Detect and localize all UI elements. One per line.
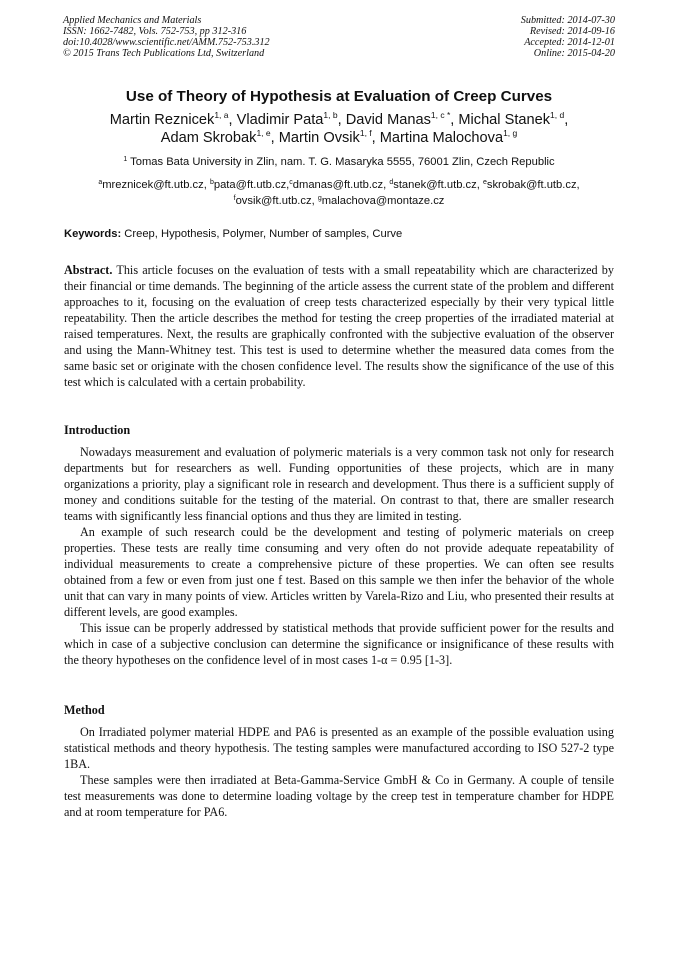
author-affil: 1, g bbox=[503, 128, 518, 138]
author-affil: 1, f bbox=[359, 128, 372, 138]
email[interactable]: skrobak@ft.utb.cz, bbox=[486, 179, 580, 191]
introduction-heading: Introduction bbox=[64, 423, 131, 437]
author-emails bbox=[56, 177, 622, 209]
copyright-line: © 2015 Trans Tech Publications Ltd, Switzerland bbox=[63, 48, 265, 59]
journal-info bbox=[63, 15, 270, 59]
affiliation-number: 1 bbox=[123, 156, 128, 163]
journal-name: Applied Mechanics and Materials bbox=[63, 15, 202, 26]
email-marker: b bbox=[209, 179, 214, 186]
email-marker: f bbox=[233, 195, 236, 202]
author-name: Martina Malochova bbox=[379, 130, 504, 146]
email-marker: d bbox=[389, 179, 394, 186]
email-marker: g bbox=[317, 195, 322, 202]
keywords-label: Keywords: bbox=[64, 228, 122, 240]
keywords bbox=[64, 228, 402, 240]
author-affil: 1, d bbox=[550, 110, 565, 120]
email[interactable]: mreznicek@ft.utb.cz, bbox=[102, 179, 210, 191]
method-heading: Method bbox=[64, 703, 105, 717]
author-name: Michal Stanek bbox=[458, 112, 551, 128]
author-affil: 1, a bbox=[214, 110, 229, 120]
affiliation bbox=[0, 156, 678, 168]
paper-title: Use of Theory of Hypothesis at Evaluation of Creep Curves bbox=[125, 88, 553, 105]
accepted-date: Accepted: 2014-12-01 bbox=[524, 37, 615, 48]
email[interactable]: dmanas@ft.utb.cz, bbox=[292, 179, 390, 191]
abstract bbox=[64, 262, 614, 390]
author-name: Martin Reznicek bbox=[109, 112, 215, 128]
abstract-text: This article focuses on the evaluation of tests with a small repeatability which are characterized by their financial or time demands. The beginning of the article assess the current state of the problem and different approaches to it, focusing on the evaluation of creep tests characterized especially by their very typical little repeatability. Then the article describes the method for testing the creep properties of the irradiated material at raised temperatures. Next, the results are graphically confronted with the subjective evaluation of the observer and using the Mann-Whitney test. This test is used to determine whether the measured data comes from the same basic set or originate with the chosen confidence level. The results show the significance of the use of this test which is calculated with a certain probability. bbox=[64, 263, 614, 389]
email-marker: e bbox=[482, 179, 487, 186]
doi-line: doi:10.4028/www.scientific.net/AMM.752-753.312 bbox=[63, 37, 270, 48]
author-affil: 1, e bbox=[256, 128, 271, 138]
email-marker: c bbox=[289, 179, 293, 186]
author-name: Adam Skrobak bbox=[160, 130, 257, 146]
author-affil: 1, b bbox=[323, 110, 338, 120]
email[interactable]: malachova@montaze.cz bbox=[321, 195, 445, 207]
author-name: Vladimir Pata bbox=[236, 112, 324, 128]
abstract-label: Abstract. bbox=[64, 263, 113, 277]
paragraph: This issue can be properly addressed by statistical methods that provide sufficient power for the results and which in case of a subjective conclusion can determine the significance or insignificance of these results with the theory hypotheses on the confidence level of in most cases 1-α = 0.95 [1-3]. bbox=[64, 621, 614, 667]
submission-dates bbox=[521, 15, 615, 59]
keywords-text: Creep, Hypothesis, Polymer, Number of samples, Curve bbox=[121, 228, 403, 240]
paragraph: Nowadays measurement and evaluation of polymeric materials is a very common task not only for research departments but for researchers as well. Funding opportunities of these projects, which are in many organizations a priority, play a significant role in research and development. Thus there is a sufficient supply of money and conditions suitable for the testing of the material. On contrast to that, there are smaller research teams with significantly less financial options and thus they are limited in testing. bbox=[64, 445, 614, 523]
introduction-section bbox=[64, 444, 614, 668]
email[interactable]: stanek@ft.utb.cz, bbox=[393, 179, 483, 191]
author-list: Martin Reznicek$^{1, a}$, Vladimir Pata$^{1, b}$, David Manas$^{1, c *}$, Michal Stanek$^{1, d}$, Adam Skrobak$^{1, e}$, Martin Ovsik$^{1, f}$, Martina Malochova$^{1, g}$ bbox=[109, 110, 569, 146]
paragraph: On Irradiated polymer material HDPE and PA6 is presented as an example of the possible evaluation using statistical methods and theory hypothesis. The testing samples were manufactured according to ISO 527-2 type 1BA. bbox=[64, 725, 614, 771]
affiliation-text: Tomas Bata University in Zlin, nam. T. G. Masaryka 5555, 76001 Zlin, Czech Republic bbox=[130, 156, 555, 168]
issn-line: ISSN: 1662-7482, Vols. 752-753, pp 312-316 bbox=[63, 26, 247, 37]
submitted-date: Submitted: 2014-07-30 bbox=[520, 15, 615, 26]
author-name: David Manas bbox=[345, 112, 431, 128]
online-date: Online: 2015-04-20 bbox=[533, 48, 615, 59]
author-affil: 1, c * bbox=[430, 110, 451, 120]
email[interactable]: ovsik@ft.utb.cz, bbox=[235, 195, 318, 207]
paragraph: These samples were then irradiated at Beta-Gamma-Service GmbH & Co in Germany. A couple of tensile test measurements was done to determine loading voltage by the creep test in temperature chamber for HDPE and at room temperature for PA6. bbox=[64, 773, 614, 819]
email-marker: a bbox=[98, 179, 103, 186]
author-name: Martin Ovsik bbox=[278, 130, 360, 146]
method-section bbox=[64, 724, 614, 820]
revised-date: Revised: 2014-09-16 bbox=[529, 26, 615, 37]
email[interactable]: pata@ft.utb.cz, bbox=[213, 179, 290, 191]
paragraph: An example of such research could be the development and testing of polymeric materials on creep properties. These tests are really time consuming and very often do not provide adequate repeatability of individual measurements to create a comprehensive picture of these properties. We can often see results obtained from a few or even from just one f test. Based on this sample we then infer the behavior of the whole unit that can vary in many points of view. Articles written by Varela-Rizo and Liu, who presented their results at different levels, are good examples. bbox=[64, 525, 614, 619]
